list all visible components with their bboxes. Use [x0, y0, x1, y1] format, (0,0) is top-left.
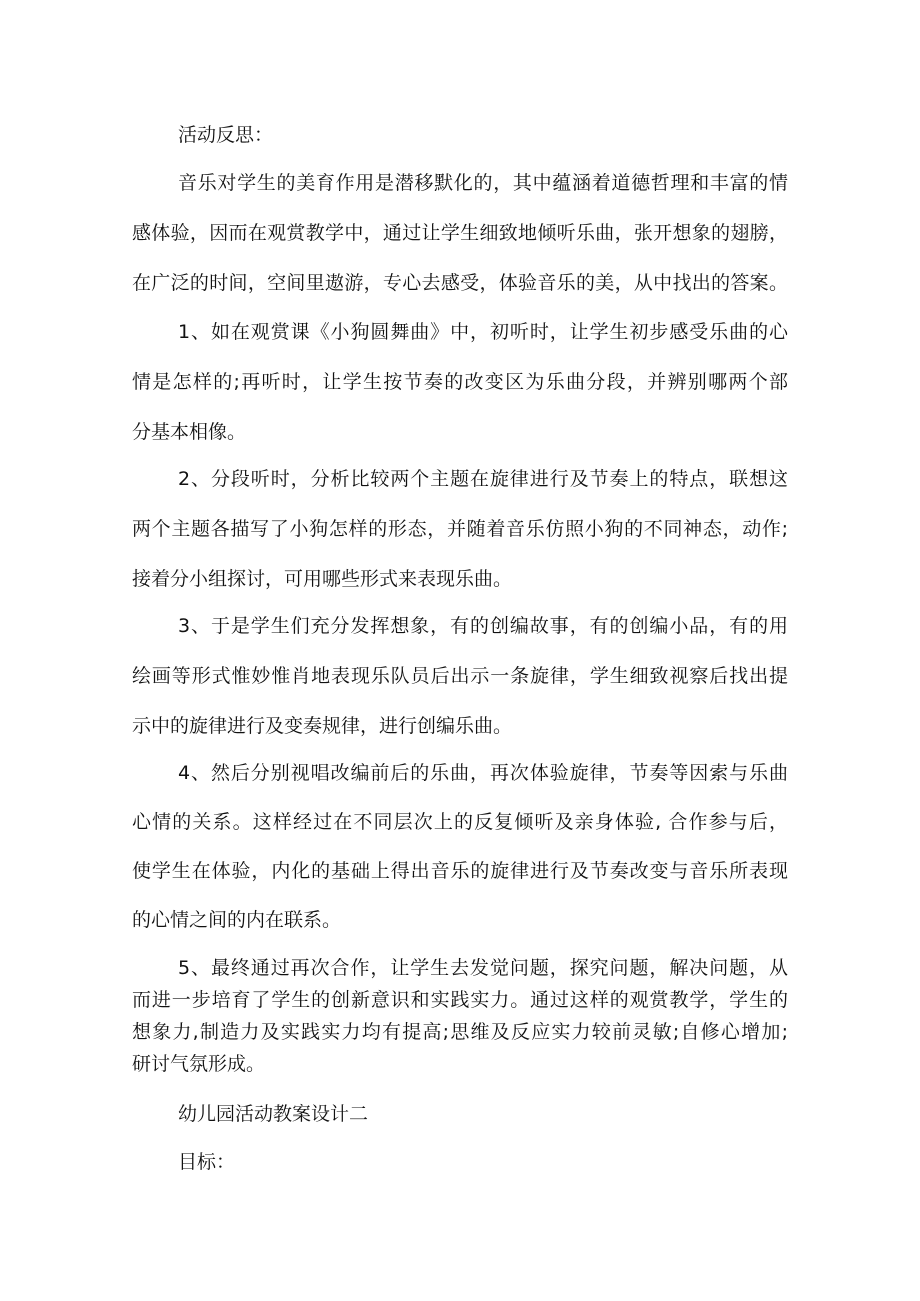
- item-3-line-2: [0, 662, 920, 690]
- heading-goal-text: 目标：: [178, 1151, 236, 1173]
- item-5-line-4-text: 研讨气氛形成。: [132, 1053, 266, 1075]
- intro-line-1-text: 音乐对学生的美育作用是潜移默化的，其中蕴涵着道德哲理和丰富的情: [178, 172, 788, 194]
- item-1-line-2: [0, 368, 920, 396]
- item-3-line-3-text: 示中的旋律进行及变奏规律，进行创编乐曲。: [132, 715, 513, 737]
- item-2-line-3: [0, 565, 920, 593]
- item-2-line-3-text: 接着分小组探讨，可用哪些形式来表现乐曲。: [132, 568, 513, 590]
- item-5-line-1: [0, 954, 920, 982]
- item-5-line-2-text: 而进一步培育了学生的创新意识和实践实力。通过这样的观赏教学，学生的: [132, 989, 788, 1011]
- intro-line-1: [0, 169, 920, 197]
- item-4-line-2: [0, 808, 920, 836]
- item-3-line-2-text: 绘画等形式惟妙惟肖地表现乐队员后出示一条旋律，学生细致视察后找出提: [132, 665, 788, 687]
- heading-reflection-text: 活动反思：: [178, 124, 274, 146]
- item-5-line-1-text: 5、最终通过再次合作，让学生去发觉问题，探究问题，解决问题，从: [178, 957, 788, 979]
- item-1-line-2-text: 情是怎样的;再听时，让学生按节奏的改变区为乐曲分段，并辨别哪两个部: [132, 371, 788, 393]
- item-4-line-2-text: 心情的关系。这样经过在不同层次上的反复倾听及亲身体验, 合作参与后，: [132, 811, 788, 833]
- item-1-line-3: [0, 418, 920, 446]
- item-4-line-3-text: 使学生在体验，内化的基础上得出音乐的旋律进行及节奏改变与音乐所表现: [132, 860, 788, 882]
- item-2-line-1: [0, 465, 920, 493]
- item-2-line-2-text: 两个主题各描写了小狗怎样的形态，并随着音乐仿照小狗的不同神态，动作;: [132, 518, 788, 540]
- intro-line-2: [0, 219, 920, 247]
- item-3-line-1-text: 3、于是学生们充分发挥想象，有的创编故事，有的创编小品，有的用: [178, 615, 788, 637]
- heading-goal: [0, 1148, 920, 1176]
- item-1-line-3-text: 分基本相像。: [132, 421, 247, 443]
- heading-design-2: [0, 1100, 920, 1128]
- intro-line-2-text: 感体验，因而在观赏教学中，通过让学生细致地倾听乐曲，张开想象的翅膀，: [132, 222, 788, 244]
- item-4-line-1-text: 4、然后分别视唱改编前后的乐曲，再次体验旋律，节奏等因索与乐曲: [178, 762, 788, 784]
- item-4-line-3: [0, 857, 920, 885]
- item-4-line-4: [0, 906, 920, 934]
- heading-reflection: [0, 121, 920, 149]
- item-5-line-3: [0, 1018, 920, 1046]
- item-4-line-1: [0, 759, 920, 787]
- item-2-line-1-text: 2、分段听时，分析比较两个主题在旋律进行及节奏上的特点，联想这: [178, 468, 788, 490]
- intro-line-3: [0, 269, 920, 297]
- item-4-line-4-text: 的心情之间的内在联系。: [132, 909, 342, 931]
- item-2-line-2: [0, 515, 920, 543]
- item-5-line-4: [0, 1050, 920, 1078]
- item-5-line-2: [0, 986, 920, 1014]
- intro-line-3-text: 在广泛的时间，空间里遨游，专心去感受，体验音乐的美，从中找出的答案。: [132, 272, 788, 294]
- heading-design-2-text: 幼儿园活动教案设计二: [178, 1103, 369, 1125]
- item-3-line-3: [0, 712, 920, 740]
- item-1-line-1: [0, 318, 920, 346]
- item-5-line-3-text: 想象力,制造力及实践实力均有提高;思维及反应实力较前灵敏;自修心增加;: [132, 1021, 788, 1043]
- item-1-line-1-text: 1、如在观赏课《小狗圆舞曲》中，初听时，让学生初步感受乐曲的心: [178, 321, 788, 343]
- item-3-line-1: [0, 612, 920, 640]
